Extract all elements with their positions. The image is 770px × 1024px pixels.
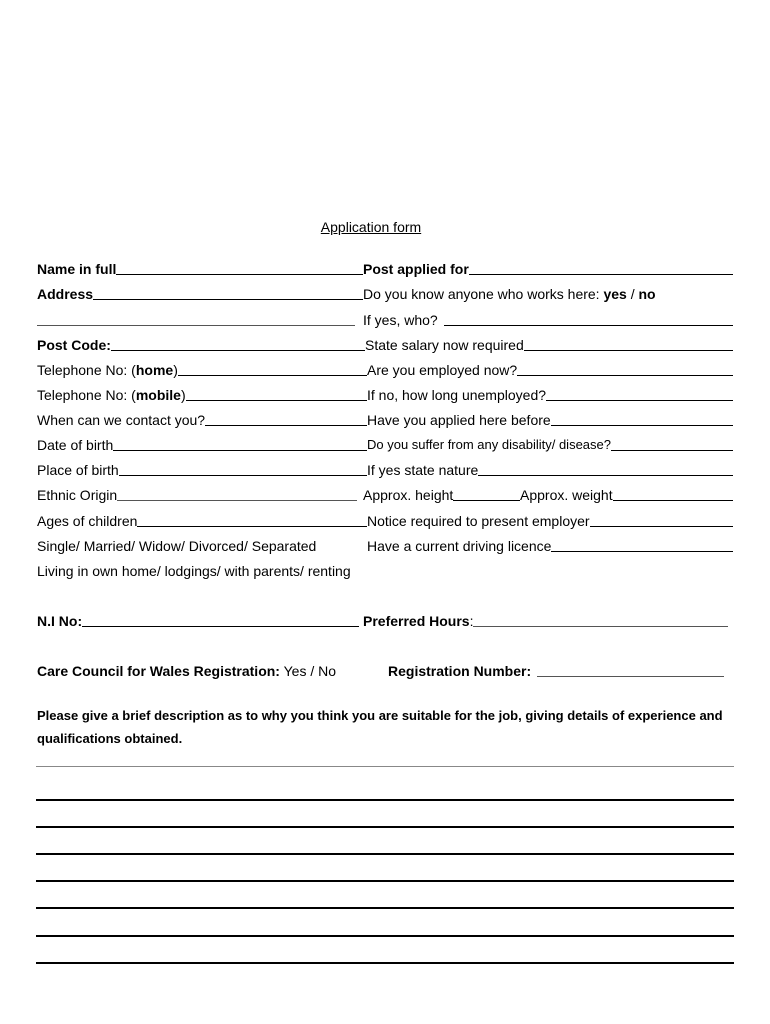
tel-mobile-label <box>37 386 186 404</box>
employed-label: Are you employed now? <box>367 362 518 378</box>
if-yes-who-field[interactable] <box>444 324 733 326</box>
row-tel-home <box>37 357 733 379</box>
unemployed-field[interactable] <box>546 399 733 401</box>
name-label: Name in full <box>37 261 117 277</box>
hours-label <box>363 612 473 630</box>
care-council-text: Care Council for Wales Registration: <box>37 663 280 679</box>
row-contact <box>37 407 733 429</box>
contact-label: When can we contact you? <box>37 412 206 428</box>
row-tel-mobile <box>37 382 733 404</box>
row-ni <box>37 608 733 630</box>
hours-label-text: Preferred Hours <box>363 613 470 629</box>
address-field[interactable] <box>93 298 363 300</box>
tel-mobile-prefix: Telephone No: ( <box>37 387 136 403</box>
row-living <box>37 558 733 580</box>
name-field[interactable] <box>116 273 363 275</box>
tel-mobile-word: mobile <box>135 387 181 403</box>
notice-label: Notice required to present employer <box>367 513 590 529</box>
description-line[interactable] <box>36 853 734 855</box>
row-pob <box>37 457 733 479</box>
description-line[interactable] <box>36 826 734 828</box>
row-address-2 <box>37 307 733 329</box>
form-title: Application form <box>320 219 422 235</box>
post-code-label: Post Code: <box>37 337 111 353</box>
yes-option[interactable]: yes <box>603 286 627 302</box>
tel-home-word: home <box>135 362 174 378</box>
tel-home-prefix: Telephone No: ( <box>37 362 136 378</box>
tel-mobile-field[interactable] <box>186 399 367 401</box>
hours-field[interactable] <box>473 625 728 627</box>
description-prompt: Please give a brief description as to why you think you are suitable for the job, giving details of experience and qualifications obtained. <box>37 708 723 746</box>
height-label: Approx. height <box>363 487 454 503</box>
registration-number-field[interactable] <box>537 675 724 677</box>
pob-label: Place of birth <box>37 462 119 478</box>
post-applied-label: Post applied for <box>363 261 469 277</box>
description-line[interactable] <box>36 962 734 964</box>
address-label: Address <box>37 286 94 302</box>
no-option[interactable]: no <box>638 286 656 302</box>
weight-label: Approx. weight <box>520 487 613 503</box>
row-ethnic <box>37 482 733 504</box>
tel-home-label <box>37 361 178 379</box>
row-name <box>37 256 733 278</box>
row-address <box>37 281 733 303</box>
ethnic-field[interactable] <box>117 499 357 501</box>
applied-before-field[interactable] <box>551 424 733 426</box>
notice-field[interactable] <box>590 525 733 527</box>
address-line-2-field[interactable] <box>37 324 355 326</box>
children-field[interactable] <box>137 525 367 527</box>
post-code-field[interactable] <box>111 349 365 351</box>
description-line[interactable] <box>36 880 734 882</box>
nature-field[interactable] <box>478 474 733 476</box>
hours-colon: : <box>469 613 474 629</box>
applied-before-label: Have you applied here before <box>367 412 551 428</box>
row-children <box>37 508 733 530</box>
registration-number-label: Registration Number: <box>388 663 532 679</box>
row-care-council <box>37 658 733 680</box>
nature-label: If yes state nature <box>367 462 479 478</box>
disability-field[interactable] <box>611 449 733 451</box>
know-anyone-text: Do you know anyone who works here: <box>363 286 604 302</box>
row-dob <box>37 432 733 454</box>
salary-label: State salary now required <box>365 337 524 353</box>
licence-field[interactable] <box>551 550 733 552</box>
licence-label: Have a current driving licence <box>367 538 552 554</box>
disability-label: Do you suffer from any disability/ disease? <box>367 437 611 452</box>
description-line[interactable] <box>36 907 734 909</box>
dob-label: Date of birth <box>37 437 114 453</box>
care-council-label <box>37 662 336 680</box>
employed-field[interactable] <box>517 374 733 376</box>
ethnic-label: Ethnic Origin <box>37 487 118 503</box>
ni-label: N.I No: <box>37 613 83 629</box>
unemployed-label: If no, how long unemployed? <box>367 387 547 403</box>
contact-field[interactable] <box>205 424 367 426</box>
salary-field[interactable] <box>524 349 733 351</box>
description-line[interactable] <box>36 799 734 801</box>
living-label[interactable]: Living in own home/ lodgings/ with parents/ renting <box>37 563 351 579</box>
post-applied-field[interactable] <box>469 273 733 275</box>
row-post-code <box>37 332 733 354</box>
ni-field[interactable] <box>82 625 359 627</box>
if-yes-who-label: If yes, who? <box>363 312 438 328</box>
weight-field[interactable] <box>613 499 733 501</box>
height-field[interactable] <box>453 499 520 501</box>
care-council-options[interactable]: Yes / No <box>279 663 337 679</box>
pob-field[interactable] <box>119 474 367 476</box>
row-marital <box>37 533 733 555</box>
description-line[interactable] <box>36 935 734 937</box>
tel-mobile-suffix: ) <box>180 387 186 403</box>
tel-home-suffix: ) <box>173 362 178 378</box>
description-line[interactable] <box>36 766 734 767</box>
children-label: Ages of children <box>37 513 138 529</box>
marital-status-label[interactable]: Single/ Married/ Widow/ Divorced/ Separated <box>37 538 317 554</box>
yes-no-separator: / <box>626 286 639 302</box>
tel-home-field[interactable] <box>178 374 367 376</box>
dob-field[interactable] <box>113 449 367 451</box>
know-anyone-label <box>363 285 656 303</box>
